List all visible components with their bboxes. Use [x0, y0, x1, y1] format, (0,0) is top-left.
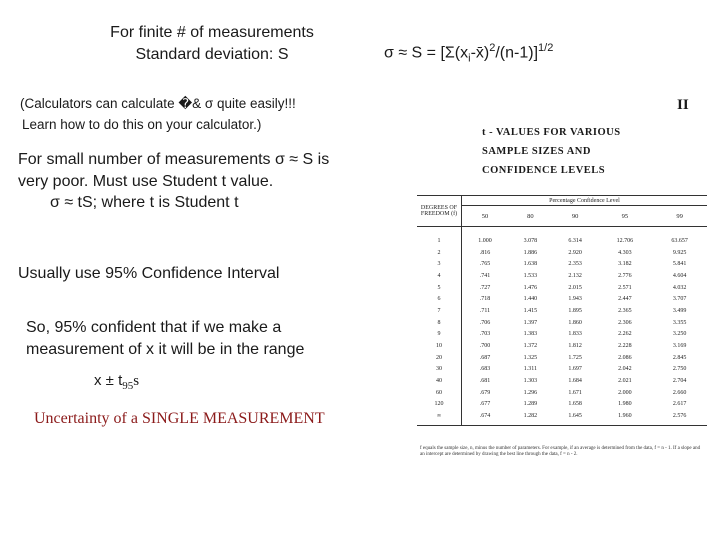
t-value-cell: 2.262	[618, 331, 632, 338]
table-row	[417, 282, 707, 294]
t-value-cell: .679	[479, 389, 491, 396]
table-footnote: f equals the sample size, n, minus the number of parameters. For example, if an average is determined from the data, f = n - 1. If a slope and an intercept are determined by drawing the best line through the data, f = n - 2.	[420, 446, 701, 457]
t-value-cell: 2.776	[618, 272, 632, 279]
confidence-statement-line1: So, 95% confident that if we make a	[26, 319, 282, 336]
df-cell: 3	[417, 258, 462, 270]
t-value-cell: 1.860	[568, 319, 582, 326]
range-expression: $x \pm t_{95}s$	[94, 372, 140, 392]
t-value-cell: 3.169	[672, 343, 687, 350]
t-value-cell: 1.296	[523, 389, 538, 396]
table-row	[417, 270, 707, 282]
table-row	[417, 329, 707, 341]
df-cell: 1	[417, 227, 462, 247]
df-cell: ∞	[417, 410, 462, 425]
table-row	[417, 352, 707, 364]
table-row	[417, 340, 707, 352]
df-header: DEGREES OF FREEDOM (f)	[417, 196, 462, 227]
df-cell: 60	[417, 387, 462, 399]
level-header: 80	[508, 206, 553, 227]
t-value-cell: 1.533	[523, 272, 538, 279]
t-value-cell: .816	[479, 249, 491, 256]
t-value-cell: 12.706	[616, 237, 634, 244]
df-cell: 6	[417, 293, 462, 305]
t-value-cell: 2.920	[568, 249, 582, 256]
std-dev-formula: $\sigma \approx S = [\Sigma(x_i-x̄)^2/(n-1)]^{1/2}$	[384, 42, 554, 65]
t-value-cell: 1.980	[618, 401, 632, 408]
table-row	[417, 375, 707, 387]
t-value-cell: 2.571	[618, 284, 632, 291]
t-value-cell: .727	[479, 284, 491, 291]
t-value-cell: 2.576	[652, 410, 707, 425]
table-row	[417, 227, 707, 247]
t-value-cell: .687	[479, 354, 491, 361]
t-value-cell: 5.841	[672, 261, 687, 268]
t-value-cell: .677	[479, 401, 491, 408]
t-value-cell: 2.228	[618, 343, 632, 350]
confidence-level-header: Percentage Confidence Level	[462, 196, 708, 206]
t-value-cell: 1.812	[568, 343, 582, 350]
df-cell: 10	[417, 340, 462, 352]
t-value-cell: 1.440	[523, 296, 538, 303]
t-value-cell: .700	[479, 343, 491, 350]
t-value-cell: 1.658	[568, 401, 582, 408]
t-value-cell: 2.365	[618, 307, 632, 314]
t-value-cell: 1.725	[568, 354, 582, 361]
calculator-note-line1: (Calculators can calculate �& σ quite easily!!!	[20, 96, 296, 111]
t-value-cell: 1.943	[568, 296, 582, 303]
df-cell: 4	[417, 270, 462, 282]
t-value-cell: 1.476	[523, 284, 538, 291]
table-heading: t - VALUES FOR VARIOUS SAMPLE SIZES AND CONFIDENCE LEVELS	[482, 127, 621, 176]
t-value-cell: 2.132	[568, 272, 582, 279]
t-value-cell: 3.182	[618, 261, 632, 268]
t-value-cell: 1.311	[523, 366, 537, 373]
small-measurements-line2: very poor. Must use Student t value.	[18, 173, 274, 190]
standard-deviation-text: Standard deviation: S	[135, 46, 289, 63]
t-value-cell: 4.303	[618, 249, 632, 256]
t-value-cell: 1.397	[523, 319, 538, 326]
t-value-cell: 2.750	[672, 366, 687, 373]
t-value-cell: 2.306	[618, 319, 632, 326]
table-roman-numeral: II	[677, 97, 689, 113]
table-row	[417, 258, 707, 270]
t-value-cell: .718	[479, 296, 491, 303]
t-value-cell: 1.833	[568, 331, 582, 338]
t-value-cell: .706	[479, 319, 491, 326]
t-value-cell: 1.697	[568, 366, 582, 373]
confidence-interval-text: Usually use 95% Confidence Interval	[18, 265, 280, 282]
t-value-cell: 1.383	[523, 331, 538, 338]
t-value-cell: 2.086	[618, 354, 632, 361]
t-value-cell: 2.704	[672, 378, 687, 385]
t-value-cell: .765	[479, 261, 491, 268]
t-value-cell: 1.415	[523, 307, 538, 314]
t-value-cell: 1.638	[523, 261, 538, 268]
t-value-cell: 2.042	[618, 366, 632, 373]
df-cell: 120	[417, 399, 462, 411]
t-value-cell: .703	[479, 331, 491, 338]
level-header: 99	[652, 206, 707, 227]
t-value-cell: 2.015	[568, 284, 582, 291]
t-value-cell: 1.303	[523, 378, 538, 385]
calculator-note-line2: Learn how to do this on your calculator.)	[22, 117, 262, 132]
df-cell: 30	[417, 364, 462, 376]
df-cell: 20	[417, 352, 462, 364]
level-header: 90	[553, 206, 598, 227]
table-row	[417, 364, 707, 376]
level-header: 50	[462, 206, 508, 227]
table-row	[417, 410, 707, 425]
uncertainty-label: Uncertainty of a SINGLE MEASUREMENT	[34, 410, 325, 427]
t-value-cell: 9.925	[672, 249, 687, 256]
t-value-cell: .711	[479, 307, 491, 314]
t-value-cell: .674	[462, 410, 508, 425]
t-value-table-scan	[412, 95, 710, 480]
t-value-cell: 6.314	[568, 237, 582, 244]
t-value-cell: 1.000	[478, 237, 492, 244]
t-value-cell: 2.845	[672, 354, 687, 361]
t-value-cell: 2.353	[568, 261, 582, 268]
t-value-cell: 1.282	[508, 410, 553, 425]
table-row	[417, 247, 707, 259]
finite-measurements-text: For finite # of measurements	[110, 24, 314, 41]
confidence-statement-line2: measurement of x it will be in the range	[26, 341, 305, 358]
df-cell: 40	[417, 375, 462, 387]
t-value-cell: 3.499	[672, 307, 687, 314]
t-value-cell: 4.604	[672, 272, 687, 279]
t-value-cell: 1.960	[598, 410, 653, 425]
t-value-cell: 3.078	[523, 237, 538, 244]
t-value-cell: 1.645	[553, 410, 598, 425]
t-value-cell: 1.684	[568, 378, 582, 385]
t-value-cell: 4.032	[672, 284, 687, 291]
t-value-cell: 2.021	[618, 378, 632, 385]
df-cell: 2	[417, 247, 462, 259]
t-value-cell: 2.000	[618, 389, 632, 396]
df-cell: 5	[417, 282, 462, 294]
t-value-cell: 1.895	[568, 307, 582, 314]
table-row	[417, 387, 707, 399]
t-value-cell: 63.657	[671, 237, 688, 244]
t-value-cell: .741	[479, 272, 491, 279]
small-measurements-line3: σ ≈ tS; where t is Student t	[50, 194, 239, 211]
t-value-cell: 3.707	[672, 296, 687, 303]
t-value-cell: .683	[479, 366, 491, 373]
t-value-cell: 3.355	[672, 319, 687, 326]
t-value-cell: 2.617	[672, 401, 687, 408]
df-cell: 9	[417, 329, 462, 341]
t-value-cell: 2.660	[672, 389, 687, 396]
small-measurements-line1: For small number of measurements σ ≈ S is	[18, 151, 330, 168]
table-row	[417, 305, 707, 317]
table-row	[417, 399, 707, 411]
t-value-cell: 2.447	[618, 296, 632, 303]
t-value-cell: 1.671	[568, 389, 582, 396]
t-value-table	[417, 195, 707, 426]
df-cell: 8	[417, 317, 462, 329]
table-row	[417, 317, 707, 329]
level-header: 95	[598, 206, 653, 227]
t-value-cell: 3.250	[672, 331, 687, 338]
t-value-cell: 1.886	[523, 249, 538, 256]
t-value-cell: 1.325	[523, 354, 538, 361]
t-value-cell: 1.372	[523, 343, 538, 350]
t-value-cell: .681	[479, 378, 491, 385]
df-cell: 7	[417, 305, 462, 317]
table-row	[417, 293, 707, 305]
t-value-cell: 1.289	[523, 401, 538, 408]
